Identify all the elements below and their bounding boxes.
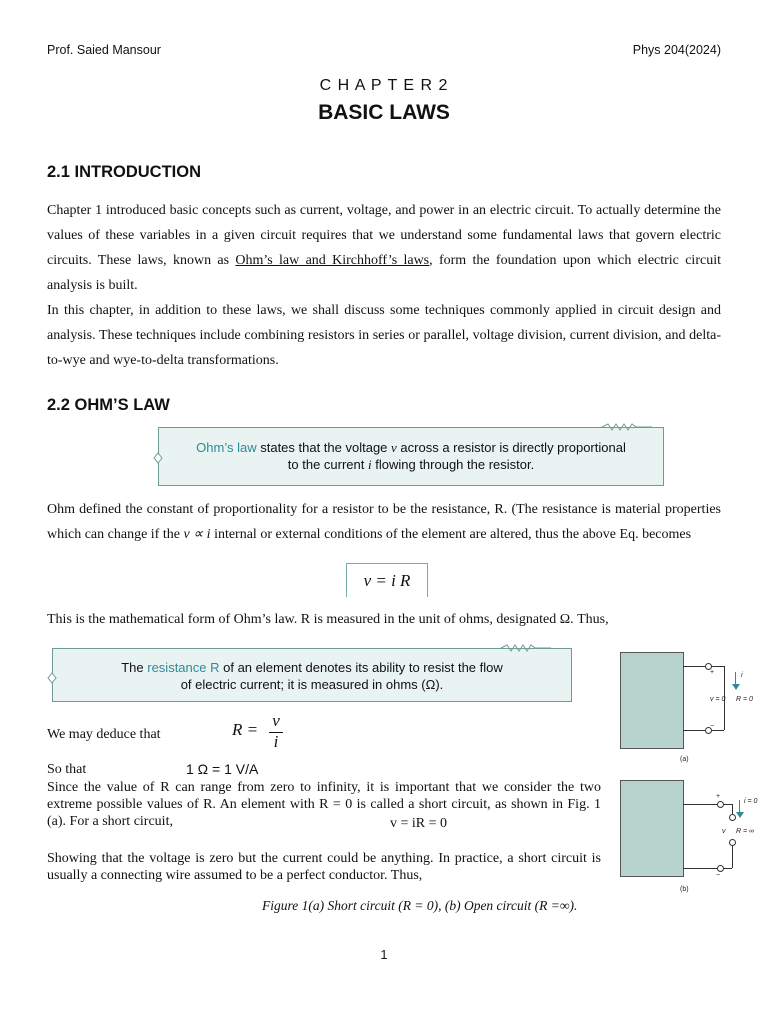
- laws-link-text: Ohm’s law and Kirchhoff’s laws: [235, 253, 430, 268]
- resistance-definition-box: The resistance R of an element denotes its ability to resist the flow of electric current; it is measured in ohms (Ω).: [52, 648, 572, 702]
- definition-box-1-decoration: [152, 423, 672, 493]
- short-circuit-paragraph: Since the value of R can range from zero to infinity, it is important that we consider the two extreme possible values of R. An element with R = 0 is called a short circuit, as shown in Fig. 1 (a). For a short circuit,: [47, 780, 601, 829]
- course-code: Phys 204(2024): [632, 43, 721, 57]
- ohms-law-definition-box: Ohm’s law states that the voltage v across a resistor is directly proportional to the current i flowing through the resistor.: [158, 427, 664, 486]
- short-circuit-figure: + − i v = 0 R = 0 (a): [618, 650, 758, 768]
- ohm-unit-equation: 1 Ω = 1 V/A: [186, 761, 259, 777]
- ohm-constant-paragraph: Ohm defined the constant of proportionality for a resistor to be the resistance, R. (The resistance is material properties which can change if the v ∝ i internal or external conditions of the element are altered, thus the above Eq. becomes: [47, 502, 721, 542]
- ohms-law-equation: v = i R: [346, 563, 428, 597]
- intro-paragraph-2: In this chapter, in addition to these laws, we shall discuss some techniques commonly applied in circuit design and analysis. These techniques include combining resistors in series or parallel, voltage division, current division, and delta-to-wye and wye-to-delta transformations.: [47, 303, 721, 368]
- chapter-label: C H A P T E R 2: [319, 77, 449, 94]
- intro-paragraphs: [47, 198, 721, 373]
- intro-paragraph-1: Chapter 1 introduced basic concepts such as current, voltage, and power in an electric circuit. To actually determine the values of these variables in a given circuit requires that we understand some fundamental laws that govern electric circuits. These laws, known as Ohm’s law and Kirchhoff’s laws, form the foundation upon which electric circuit analysis is built.: [47, 203, 721, 293]
- short-circuit-equation: v = iR = 0: [390, 816, 448, 831]
- section-heading-ohms-law: 2.2 OHM’S LAW: [47, 396, 170, 414]
- short-circuit-explanation: Showing that the voltage is zero but the current could be anything. In practice, a short circuit is usually a connecting wire assumed to be a perfect conductor. Thus,: [47, 851, 601, 883]
- proportional-expression: v ∝ i: [183, 527, 211, 542]
- author-name: Prof. Saied Mansour: [47, 43, 161, 57]
- so-that-text: So that: [47, 762, 87, 777]
- chapter-title: BASIC LAWS: [318, 101, 450, 124]
- deduce-text: We may deduce that: [47, 727, 161, 742]
- circuit-element-a: [620, 652, 684, 749]
- page-number: 1: [380, 948, 388, 962]
- figure-caption: Figure 1(a) Short circuit (R = 0), (b) Open circuit (R =∞).: [262, 898, 578, 913]
- section-heading-introduction: 2.1 INTRODUCTION: [47, 163, 202, 181]
- mathematical-form-paragraph: This is the mathematical form of Ohm’s law. R is measured in the unit of ohms, designated Ω. Thus,: [47, 612, 609, 627]
- circuit-element-b: [620, 780, 684, 877]
- open-circuit-figure: + − i = 0 v R = ∞ (b): [618, 778, 758, 898]
- definition-box-2-decoration: [46, 643, 580, 709]
